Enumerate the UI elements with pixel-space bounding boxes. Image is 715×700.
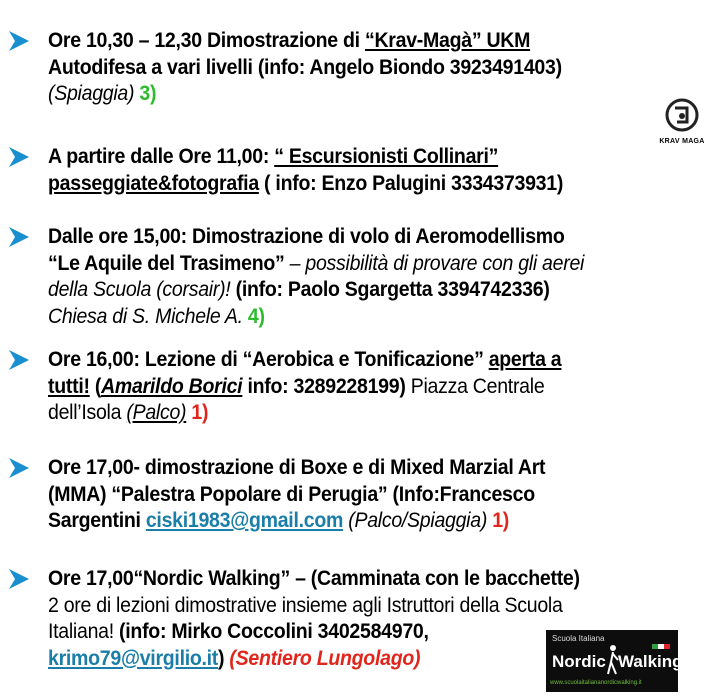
event-text: Ore 17,00“Nordic Walking” – (Camminata con le bacchette) 2 ore di lezioni dimostrative insieme agli Istruttori della Scuola Italiana! (info: Mirko Coccolini 3402584970, krimo79@virgilio.it) (Sentiero Lungolago) bbox=[48, 567, 580, 670]
event-text: Ore 16,00: Lezione di “Aerobica e Tonificazione” aperta a tutti! (Amarildo Borici info: 3289228199) Piazza Centrale dell’Isola (Palco) 1) bbox=[48, 348, 562, 424]
arrow-bullet-icon bbox=[7, 226, 31, 248]
krav-maga-emblem-icon bbox=[665, 98, 699, 132]
krav-maga-logo: KRAV MAGA bbox=[658, 98, 706, 150]
event-text: Ore 17,00- dimostrazione di Boxe e di Mixed Marzial Art (MMA) “Palestra Popolare di Perugia” (Info:Francesco Sargentini ciski1983@gmail.com (Palco/Spiaggia) 1) bbox=[48, 456, 546, 532]
email-link-ciski[interactable]: ciski1983@gmail.com bbox=[145, 509, 344, 532]
arrow-bullet-icon bbox=[7, 349, 31, 371]
event-text: Ore 10,30 – 12,30 Dimostrazione di “Krav-Magà” UKM Autodifesa a vari livelli (info: Angelo Biondo 3923491403) (Spiaggia) 3) bbox=[48, 29, 562, 105]
event-text: A partire dalle Ore 11,00: “ Escursionisti Collinari” passeggiate&fotografia ( info: Enzo Palugini 3334373931) bbox=[48, 145, 564, 195]
nordic-walking-logo: Scuola Italiana Nordic Walking www.scuolaitaliananordicwalking.it bbox=[546, 630, 678, 692]
arrow-bullet-icon bbox=[7, 457, 31, 479]
italian-flag-icon bbox=[652, 636, 670, 641]
event-text: Dalle ore 15,00: Dimostrazione di volo di Aeromodellismo “Le Aquile del Trasimeno” – possibilità di provare con gli aerei della Scuola (corsair)! (info: Paolo Sgargetta 3394742336) Chiesa di S. Michele A. 4) bbox=[48, 225, 585, 328]
arrow-bullet-icon bbox=[7, 30, 31, 52]
arrow-bullet-icon bbox=[7, 568, 31, 590]
email-link-krimo[interactable]: krimo79@virgilio.it bbox=[48, 646, 219, 670]
arrow-bullet-icon bbox=[7, 146, 31, 168]
